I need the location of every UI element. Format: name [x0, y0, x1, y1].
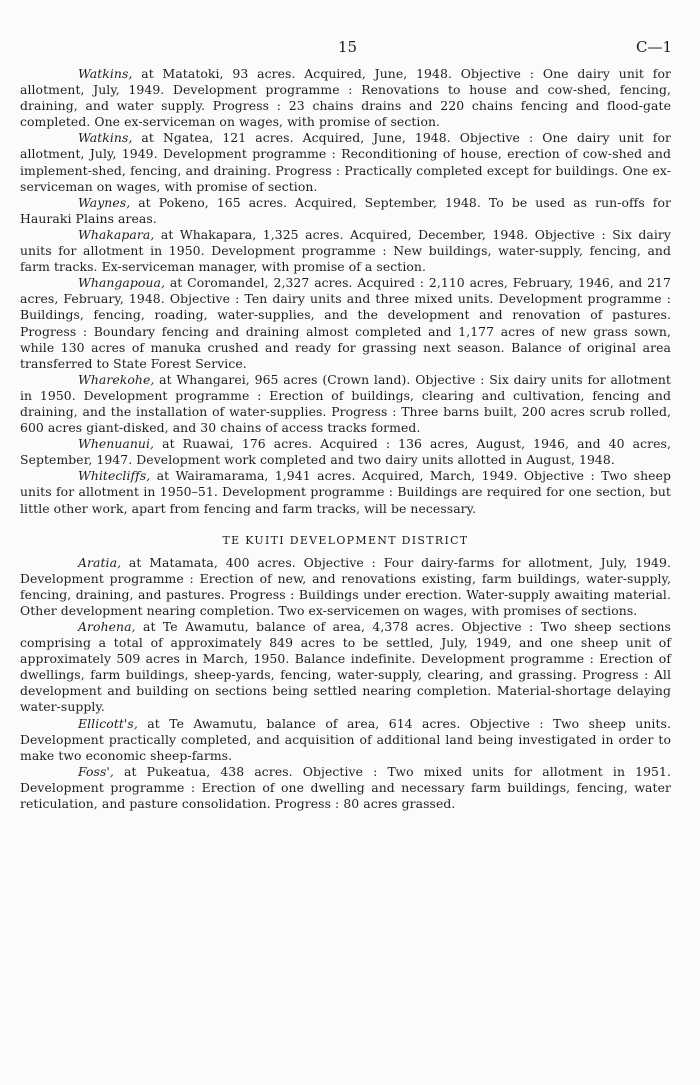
- property-description: at Whangarei, 965 acres (Crown land). Objective : Six dairy units for allotment in 1950. Development programme : Erection of buildings, clearing and cultivation, fencing and draining, and the installation of water-supplies. Progress : Three barns built, 200 acres scrub rolled, 600 acres giant-disked, and 30 chains of access tracks formed.: [20, 371, 671, 436]
- property-description: at Ngatea, 121 acres. Acquired, June, 1948. Objective : One dairy unit for allotment, July, 1949. Development programme : Reconditioning of house, erection of cow-shed and implement-shed, fencing, and draining. Progress : Practically completed except for buildings. One ex-serviceman on wages, with promise of section.: [20, 130, 671, 194]
- property-description: at Whakapara, 1,325 acres. Acquired, December, 1948. Objective : Six dairy units for allotment in 1950. Development programme : New buildings, water-supply, fencing, and farm tracks. Ex-serviceman manager, with promise of a section.: [20, 226, 671, 275]
- property-description: at Pokeno, 165 acres. Acquired, September, 1948. To be used as run-offs for Hauraki Plains areas.: [20, 194, 671, 226]
- property-entry: [20, 468, 671, 516]
- property-name: Foss',: [78, 763, 114, 779]
- property-entry: [20, 66, 671, 130]
- property-entry: [20, 436, 671, 468]
- property-description: at Ruawai, 176 acres. Acquired : 136 acres, August, 1946, and 40 acres, September, 1947. Development work completed and two dairy units allotted in August, 1948.: [20, 436, 671, 468]
- property-description: at Te Awamutu, balance of area, 614 acres. Objective : Two sheep units. Development practically completed, and acquisition of additional land being investigated in order to make two economic sheep-farms.: [20, 715, 671, 763]
- property-entry: [20, 130, 671, 194]
- property-name: Ellicott's,: [78, 715, 138, 731]
- property-name: Wharekohe,: [78, 371, 155, 387]
- property-entry: [20, 619, 671, 716]
- property-entry: [20, 275, 671, 372]
- property-entry: [20, 227, 671, 275]
- property-name: Waynes,: [78, 194, 131, 210]
- document-body: [20, 66, 671, 812]
- property-description: at Coromandel, 2,327 acres. Acquired : 2,110 acres, February, 1946, and 217 acres, February, 1948. Objective : Ten dairy units and three mixed units. Development programme : Buildings, fencing, roading, water-supplies, and the development and renovation of pastures. Progress : Boundary fencing and draining almost completed and 1,177 acres of new grass sown, while 130 acres of manuka crushed and ready for grassing next season. Balance of original area transferred to State Forest Service.: [20, 275, 671, 371]
- property-name: Arohena,: [78, 619, 136, 634]
- property-name: Watkins,: [78, 130, 133, 146]
- property-entry: [20, 372, 671, 436]
- section-heading: TE KUITI DEVELOPMENT DISTRICT: [222, 533, 469, 547]
- property-description: at Wairamarama, 1,941 acres. Acquired, March, 1949. Objective : Two sheep units for allotment in 1950–51. Development programme : Buildings are required for one section, but little other work, apart from fencing and farm tracks, will be necessary.: [20, 468, 671, 516]
- property-entry: [20, 716, 671, 764]
- property-name: Whenuanui,: [78, 436, 155, 452]
- property-description: at Pukeatua, 438 acres. Objective : Two mixed units for allotment in 1951. Development programme : Erection of one dwelling and necessary farm buildings, fencing, water reticulation, and pasture consolidation. Progress : 80 acres grassed.: [20, 763, 671, 812]
- property-name: Whakapara,: [78, 226, 155, 242]
- property-description: at Matatoki, 93 acres. Acquired, June, 1948. Objective : One dairy unit for allotment, July, 1949. Development programme : Renovations to house and cow-shed, fencing, draining, and water supply. Progress : 23 chains drains and 220 chains fencing and flood-gate completed. One ex-serviceman on wages, with promise of section.: [20, 66, 671, 130]
- property-name: Watkins,: [78, 66, 133, 81]
- document-reference: C—1: [635, 38, 672, 56]
- property-description: at Te Awamutu, balance of area, 4,378 acres. Objective : Two sheep sections comprising a total of approximately 849 acres to be settled, July, 1949, and one sheep unit of approximately 509 acres in March, 1950. Balance indefinite. Development programme : Erection of dwellings, farm buildings, sheep-yards, fencing, water-supply, clearing, and grassing. Progress : All development and building on sections being settled nearing completion. Material-shortage delaying water-supply.: [20, 619, 671, 715]
- property-entry: [20, 764, 671, 812]
- page-number: 15: [338, 38, 358, 56]
- property-entry: [20, 555, 671, 619]
- property-name: Aratia,: [78, 554, 122, 570]
- property-name: Whitecliffs,: [78, 468, 151, 484]
- property-description: at Matamata, 400 acres. Objective : Four dairy-farms for allotment, July, 1949. Development programme : Erection of new, and renovations existing, farm buildings, water-supply, fencing, draining, and pastures. Progress : Buildings under erection. Water-supply awaiting material. Other development nearing completion. Two ex-servicemen on wages, with promises of sections.: [20, 554, 671, 618]
- property-entry: [20, 195, 671, 227]
- property-name: Whangapoua,: [78, 275, 165, 291]
- page-header: [0, 38, 700, 58]
